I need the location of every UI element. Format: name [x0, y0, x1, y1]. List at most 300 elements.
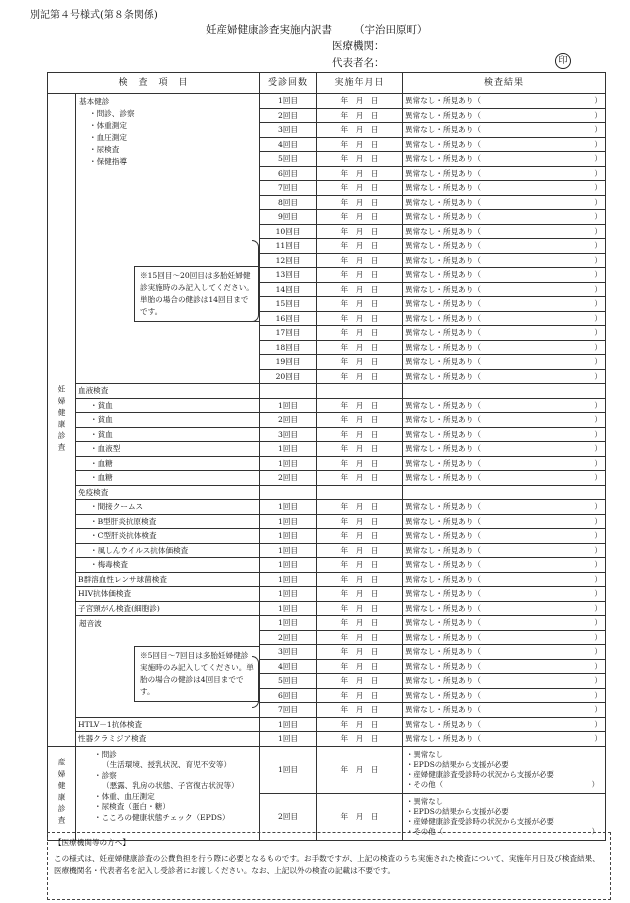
postnatal-item: （悪露、乳房の状態、子宮復古状況等） [102, 781, 239, 790]
postnatal-result-option [406, 817, 602, 827]
result-close: ） [594, 647, 603, 656]
visit-count: 2回目 [260, 630, 317, 645]
result-field[interactable] [403, 282, 606, 297]
ultrasound-label: 超音波 [79, 619, 102, 628]
visit-count: 4回目 [260, 137, 317, 152]
table-row [48, 587, 606, 602]
postnatal-item: ・診察 [94, 770, 117, 780]
basic-checkup-item: ・尿検査 [89, 145, 120, 154]
immune-test-item: ・梅毒検査 [76, 558, 260, 573]
result-text: 異常なし・所見あり（ [405, 154, 481, 164]
basic-checkup-group [76, 94, 260, 384]
visit-count: 1回目 [260, 94, 317, 109]
blood-test-item: ・血糖 [76, 471, 260, 486]
result-text: 異常なし・所見あり（ [405, 531, 481, 541]
result-text: 異常なし・所見あり（ [405, 255, 481, 265]
exam-date-field[interactable]: 年 月 日 [317, 732, 403, 747]
result-text: 異常なし・所見あり（ [405, 197, 481, 207]
exam-date-field[interactable]: 年 月 日 [317, 268, 403, 283]
result-text: 異常なし・所見あり（ [405, 226, 481, 236]
visit-count: 1回目 [260, 572, 317, 587]
visit-count: 6回目 [260, 688, 317, 703]
result-field[interactable] [403, 413, 606, 428]
result-text: 異常なし・所見あり（ [405, 632, 481, 642]
visit-count: 16回目 [260, 311, 317, 326]
visit-count: 1回目 [260, 732, 317, 747]
result-close: ） [591, 779, 600, 789]
exam-date-field[interactable]: 年 月 日 [317, 253, 403, 268]
basic-checkup-item: ・血圧測定 [89, 133, 127, 142]
ultrasound-group [76, 616, 260, 718]
result-text: 異常なし・所見あり（ [405, 429, 481, 439]
visit-count: 12回目 [260, 253, 317, 268]
exam-date-field[interactable]: 年 月 日 [317, 355, 403, 370]
visit-count: 7回目 [260, 181, 317, 196]
result-field[interactable] [403, 108, 606, 123]
postnatal-result-option [406, 750, 602, 760]
result-close: ） [594, 270, 603, 279]
result-field[interactable] [403, 688, 606, 703]
empty-cell [317, 384, 403, 399]
result-close: ） [594, 400, 603, 410]
result-close: ） [594, 661, 603, 671]
result-field[interactable] [403, 268, 606, 283]
result-field[interactable] [403, 659, 606, 674]
result-close: ） [594, 502, 603, 511]
table-row [48, 500, 606, 515]
exam-date-field[interactable]: 年 月 日 [317, 703, 403, 718]
result-option-text: ・EPDSの結果から支援が必要 [406, 759, 509, 769]
result-close: ） [594, 96, 603, 105]
visit-count: 1回目 [260, 543, 317, 558]
exam-date-field[interactable]: 年 月 日 [317, 427, 403, 442]
result-text: 異常なし・所見あり（ [405, 342, 481, 352]
category-postnatal: 産婦健康診査 [48, 746, 76, 840]
visit-count: 8回目 [260, 195, 317, 210]
result-close: ） [594, 125, 603, 134]
page-title [206, 22, 428, 37]
result-field[interactable] [403, 253, 606, 268]
blood-test-item: ・血糖 [76, 456, 260, 471]
result-field[interactable] [403, 94, 606, 109]
exam-date-field[interactable]: 年 月 日 [317, 746, 403, 793]
result-text: 異常なし・所見あり（ [405, 560, 481, 570]
exam-date-field[interactable]: 年 月 日 [317, 369, 403, 384]
result-close: ） [594, 212, 603, 221]
single-test-item: B群溶血性レンサ球菌検査 [76, 572, 260, 587]
exam-date-field[interactable]: 年 月 日 [317, 413, 403, 428]
exam-date-field[interactable]: 年 月 日 [317, 500, 403, 515]
exam-date-field[interactable]: 年 月 日 [317, 195, 403, 210]
result-field[interactable] [403, 340, 606, 355]
exam-date-field[interactable]: 年 月 日 [317, 152, 403, 167]
postnatal-result-option [406, 797, 602, 807]
category-pregnancy: 妊婦健康診査 [48, 94, 76, 747]
result-close: ） [594, 473, 603, 482]
exam-date-field[interactable]: 年 月 日 [317, 558, 403, 573]
result-close: ） [594, 255, 603, 265]
result-field[interactable] [403, 224, 606, 239]
table-row [48, 94, 606, 109]
empty-cell [260, 485, 317, 500]
result-close: ） [594, 241, 603, 250]
blood-test-item: ・貧血 [76, 427, 260, 442]
result-field[interactable] [403, 369, 606, 384]
visit-count: 1回目 [260, 558, 317, 573]
table-row [48, 601, 606, 616]
result-text: 異常なし・所見あり（ [405, 502, 481, 512]
result-field[interactable] [403, 166, 606, 181]
postnatal-item: ・体重、血圧測定 [94, 791, 155, 801]
multiple-pregnancy-note: ※15回目～20回目は多胎妊婦健診実施時のみ記入してください。単胎の場合の健診は14回目までです。 [134, 266, 260, 322]
exam-date-field[interactable]: 年 月 日 [317, 239, 403, 254]
postnatal-result-option [406, 807, 602, 817]
header-row [48, 73, 606, 94]
blood-test-item: ・血液型 [76, 442, 260, 457]
exam-date-field[interactable]: 年 月 日 [317, 471, 403, 486]
result-close: ） [594, 676, 603, 685]
exam-date-field[interactable]: 年 月 日 [317, 793, 403, 840]
result-text: 異常なし・所見あり（ [405, 96, 481, 106]
exam-date-field[interactable]: 年 月 日 [317, 717, 403, 732]
institution-label: 医療機関： [332, 40, 385, 52]
postnatal-result-field[interactable] [403, 746, 606, 793]
visit-count: 1回目 [260, 529, 317, 544]
visit-count: 1回目 [260, 717, 317, 732]
visit-count: 1回目 [260, 456, 317, 471]
visit-count: 18回目 [260, 340, 317, 355]
visit-count: 5回目 [260, 152, 317, 167]
basic-checkup-item: ・体重測定 [89, 121, 127, 130]
postnatal-result-option [406, 770, 602, 780]
exam-date-field[interactable]: 年 月 日 [317, 311, 403, 326]
bracket-mark [252, 656, 259, 708]
exam-date-field[interactable]: 年 月 日 [317, 514, 403, 529]
exam-date-field[interactable]: 年 月 日 [317, 601, 403, 616]
form-number: 別記第４号様式(第８条関係) [30, 10, 158, 21]
exam-date-field[interactable]: 年 月 日 [317, 166, 403, 181]
exam-date-field[interactable]: 年 月 日 [317, 123, 403, 138]
result-option-text: ・EPDSの結果から支援が必要 [406, 806, 509, 816]
exam-date-field[interactable]: 年 月 日 [317, 398, 403, 413]
visit-count: 13回目 [260, 268, 317, 283]
visit-count: 3回目 [260, 123, 317, 138]
result-text: 異常なし・所見あり（ [405, 676, 481, 686]
postnatal-items [76, 746, 260, 840]
result-text: 異常なし・所見あり（ [405, 661, 481, 671]
visit-count: 19回目 [260, 355, 317, 370]
exam-date-field[interactable]: 年 月 日 [317, 659, 403, 674]
exam-date-field[interactable]: 年 月 日 [317, 94, 403, 109]
table-row [48, 384, 606, 399]
result-close: ） [594, 197, 603, 207]
empty-cell [260, 384, 317, 399]
result-text: 異常なし・所見あり（ [405, 444, 481, 454]
exam-date-field[interactable]: 年 月 日 [317, 326, 403, 341]
result-option-text: ・その他（ [406, 826, 443, 836]
result-field[interactable] [403, 587, 606, 602]
result-close: ） [594, 690, 603, 700]
visit-count: 4回目 [260, 659, 317, 674]
result-field[interactable] [403, 703, 606, 718]
result-field[interactable] [403, 529, 606, 544]
postnatal-result-option [406, 760, 602, 770]
visit-count: 1回目 [260, 616, 317, 631]
result-text: 異常なし・所見あり（ [405, 183, 481, 193]
result-close: ） [594, 603, 603, 613]
basic-checkup-item: ・問診、診察 [89, 109, 135, 118]
exam-date-field[interactable]: 年 月 日 [317, 572, 403, 587]
col-exam-date: 実施年月日 [317, 73, 403, 94]
visit-count: 20回目 [260, 369, 317, 384]
visit-count: 2回目 [260, 413, 317, 428]
table-row [48, 746, 606, 793]
result-field[interactable] [403, 152, 606, 167]
table-row [48, 485, 606, 500]
notice-text: この様式は、妊産婦健康診査の公費負担を行う際に必要となるものです。お手数ですが、上記の検査のうち実施された検査について、実施年月日及び検査結果、医療機関名・代表者名を記入し受診者にお渡しください。なお、上記以外の検査の記載は不要です。 [54, 854, 600, 875]
result-close: ） [594, 429, 603, 439]
basic-checkup-label: 基本健診 [79, 97, 110, 106]
result-text: 異常なし・所見あり（ [405, 357, 481, 367]
visit-count: 2回目 [260, 793, 317, 840]
notice-box [47, 832, 611, 900]
visit-count: 2回目 [260, 108, 317, 123]
exam-date-field[interactable]: 年 月 日 [317, 224, 403, 239]
exam-table [47, 72, 606, 841]
single-test-item: HTLV－1抗体検査 [76, 717, 260, 732]
result-text: 異常なし・所見あり（ [405, 516, 481, 526]
exam-date-field[interactable]: 年 月 日 [317, 674, 403, 689]
immune-test-item: ・B型肝炎抗原検査 [76, 514, 260, 529]
visit-count: 1回目 [260, 746, 317, 793]
exam-date-field[interactable]: 年 月 日 [317, 210, 403, 225]
result-field[interactable] [403, 674, 606, 689]
result-text: 異常なし・所見あり（ [405, 299, 481, 309]
result-text: 異常なし・所見あり（ [405, 400, 481, 410]
exam-date-field[interactable]: 年 月 日 [317, 645, 403, 660]
result-field[interactable] [403, 500, 606, 515]
postnatal-item: （生活環境、授乳状況、育児不安等） [102, 760, 232, 769]
result-field[interactable] [403, 427, 606, 442]
visit-count: 7回目 [260, 703, 317, 718]
result-field[interactable] [403, 630, 606, 645]
result-field[interactable] [403, 239, 606, 254]
result-close: ） [594, 139, 603, 149]
result-text: 異常なし・所見あり（ [405, 705, 481, 715]
exam-date-field[interactable]: 年 月 日 [317, 616, 403, 631]
exam-date-field[interactable]: 年 月 日 [317, 108, 403, 123]
visit-count: 1回目 [260, 601, 317, 616]
exam-date-field[interactable]: 年 月 日 [317, 630, 403, 645]
postnatal-item: ・こころの健康状態チェック（EPDS） [94, 812, 230, 822]
table-row [48, 427, 606, 442]
result-field[interactable] [403, 311, 606, 326]
result-close: ） [594, 313, 603, 323]
exam-date-field[interactable]: 年 月 日 [317, 297, 403, 312]
result-close: ） [594, 516, 603, 526]
visit-count: 1回目 [260, 587, 317, 602]
result-field[interactable] [403, 137, 606, 152]
result-field[interactable] [403, 355, 606, 370]
table-row [48, 514, 606, 529]
result-text: 異常なし・所見あり（ [405, 212, 481, 222]
result-field[interactable] [403, 601, 606, 616]
result-field[interactable] [403, 297, 606, 312]
result-field[interactable] [403, 326, 606, 341]
result-close: ） [594, 444, 603, 453]
immune-test-item: ・風しんウイルス抗体価検査 [76, 543, 260, 558]
exam-date-field[interactable]: 年 月 日 [317, 137, 403, 152]
result-text: 異常なし・所見あり（ [405, 139, 481, 149]
representative-label: 代表者名： [332, 57, 385, 69]
result-field[interactable] [403, 471, 606, 486]
notice-heading: 【医療機関等の方へ】 [54, 838, 130, 847]
result-field[interactable] [403, 616, 606, 631]
result-close: ） [594, 589, 603, 598]
result-option-text: ・産婦健康診査受診時の状況から支援が必要 [406, 816, 554, 826]
result-text: 異常なし・所見あり（ [405, 328, 481, 338]
empty-cell [403, 384, 606, 399]
town-name: （宇治田原町） [354, 24, 428, 36]
exam-date-field[interactable]: 年 月 日 [317, 282, 403, 297]
visit-count: 1回目 [260, 442, 317, 457]
result-field[interactable] [403, 514, 606, 529]
table-row [48, 572, 606, 587]
result-text: 異常なし・所見あり（ [405, 690, 481, 700]
table-row [48, 529, 606, 544]
table-row [48, 732, 606, 747]
result-text: 異常なし・所見あり（ [405, 284, 481, 294]
result-text: 異常なし・所見あり（ [405, 734, 481, 744]
result-text: 異常なし・所見あり（ [405, 313, 481, 323]
exam-date-field[interactable]: 年 月 日 [317, 340, 403, 355]
exam-date-field[interactable]: 年 月 日 [317, 587, 403, 602]
visit-count: 6回目 [260, 166, 317, 181]
result-field[interactable] [403, 456, 606, 471]
col-result: 検査結果 [403, 73, 606, 94]
table-row [48, 456, 606, 471]
exam-date-field[interactable]: 年 月 日 [317, 688, 403, 703]
col-exam-item: 検 査 項 目 [48, 73, 260, 94]
result-field[interactable] [403, 123, 606, 138]
result-close: ） [594, 574, 603, 584]
immune-test-item: ・間接クームス [76, 500, 260, 515]
result-field[interactable] [403, 572, 606, 587]
result-text: 異常なし・所見あり（ [405, 125, 481, 135]
immune-test-label: 免疫検査 [76, 485, 260, 500]
empty-cell [317, 485, 403, 500]
visit-count: 3回目 [260, 645, 317, 660]
result-field[interactable] [403, 210, 606, 225]
visit-count: 1回目 [260, 398, 317, 413]
result-text: 異常なし・所見あり（ [405, 719, 481, 729]
result-text: 異常なし・所見あり（ [405, 168, 481, 178]
postnatal-item: ・問診 [94, 749, 117, 759]
result-text: 異常なし・所見あり（ [405, 589, 481, 599]
result-field[interactable] [403, 558, 606, 573]
result-close: ） [591, 826, 600, 836]
result-text: 異常なし・所見あり（ [405, 545, 481, 555]
result-close: ） [594, 560, 603, 569]
exam-date-field[interactable]: 年 月 日 [317, 442, 403, 457]
result-option-text: ・その他（ [406, 779, 443, 789]
result-field[interactable] [403, 398, 606, 413]
result-close: ） [594, 719, 603, 729]
table-row [48, 398, 606, 413]
exam-date-field[interactable]: 年 月 日 [317, 456, 403, 471]
result-field[interactable] [403, 442, 606, 457]
result-text: 異常なし・所見あり（ [405, 270, 481, 280]
result-close: ） [594, 284, 603, 294]
exam-date-field[interactable]: 年 月 日 [317, 529, 403, 544]
result-text: 異常なし・所見あり（ [405, 458, 481, 468]
single-test-item: 性器クラミジア検査 [76, 732, 260, 747]
result-close: ） [594, 415, 603, 424]
result-field[interactable] [403, 645, 606, 660]
col-visit-count: 受診回数 [260, 73, 317, 94]
table-row [48, 471, 606, 486]
result-close: ） [594, 183, 603, 192]
result-option-text: ・異常なし [406, 796, 443, 806]
result-text: 異常なし・所見あり（ [405, 371, 481, 381]
basic-checkup-item: ・保健指導 [89, 157, 127, 166]
result-text: 異常なし・所見あり（ [405, 110, 481, 120]
result-field[interactable] [403, 717, 606, 732]
result-close: ） [594, 299, 603, 308]
table-row [48, 558, 606, 573]
result-close: ） [594, 734, 603, 743]
postnatal-result-option [406, 780, 602, 790]
visit-count: 10回目 [260, 224, 317, 239]
postnatal-item: ・尿検査（蛋白・糖） [94, 802, 170, 811]
result-close: ） [594, 110, 603, 120]
result-field[interactable] [403, 181, 606, 196]
exam-date-field[interactable]: 年 月 日 [317, 181, 403, 196]
single-test-item: HIV抗体価検査 [76, 587, 260, 602]
result-option-text: ・異常なし [406, 749, 443, 759]
result-text: 異常なし・所見あり（ [405, 473, 481, 483]
result-close: ） [594, 154, 603, 163]
result-field[interactable] [403, 543, 606, 558]
result-close: ） [594, 226, 603, 236]
visit-count: 1回目 [260, 514, 317, 529]
blood-test-label: 血液検査 [76, 384, 260, 399]
result-close: ） [594, 458, 603, 468]
visit-count: 9回目 [260, 210, 317, 225]
result-close: ） [594, 328, 603, 337]
visit-count: 14回目 [260, 282, 317, 297]
title-text: 妊産婦健康診査実施内訳書 [206, 24, 332, 36]
blood-test-item: ・貧血 [76, 398, 260, 413]
result-text: 異常なし・所見あり（ [405, 574, 481, 584]
bracket-mark [252, 240, 259, 322]
exam-date-field[interactable]: 年 月 日 [317, 543, 403, 558]
table-row [48, 717, 606, 732]
result-close: ） [594, 632, 603, 642]
visit-count: 2回目 [260, 471, 317, 486]
ultrasound-note: ※5回目～7回目は多胎妊婦健診実施時のみ記入してください。単胎の場合の健診は4回目までです。 [134, 646, 260, 702]
visit-count: 11回目 [260, 239, 317, 254]
result-close: ） [594, 357, 603, 366]
result-option-text: ・産婦健康診査受診時の状況から支援が必要 [406, 769, 554, 779]
result-field[interactable] [403, 732, 606, 747]
table-row [48, 616, 606, 631]
blood-test-item: ・貧血 [76, 413, 260, 428]
result-field[interactable] [403, 195, 606, 210]
result-text: 異常なし・所見あり（ [405, 415, 481, 425]
single-test-item: 子宮頸がん検査(細胞診) [76, 601, 260, 616]
result-close: ） [594, 342, 603, 352]
